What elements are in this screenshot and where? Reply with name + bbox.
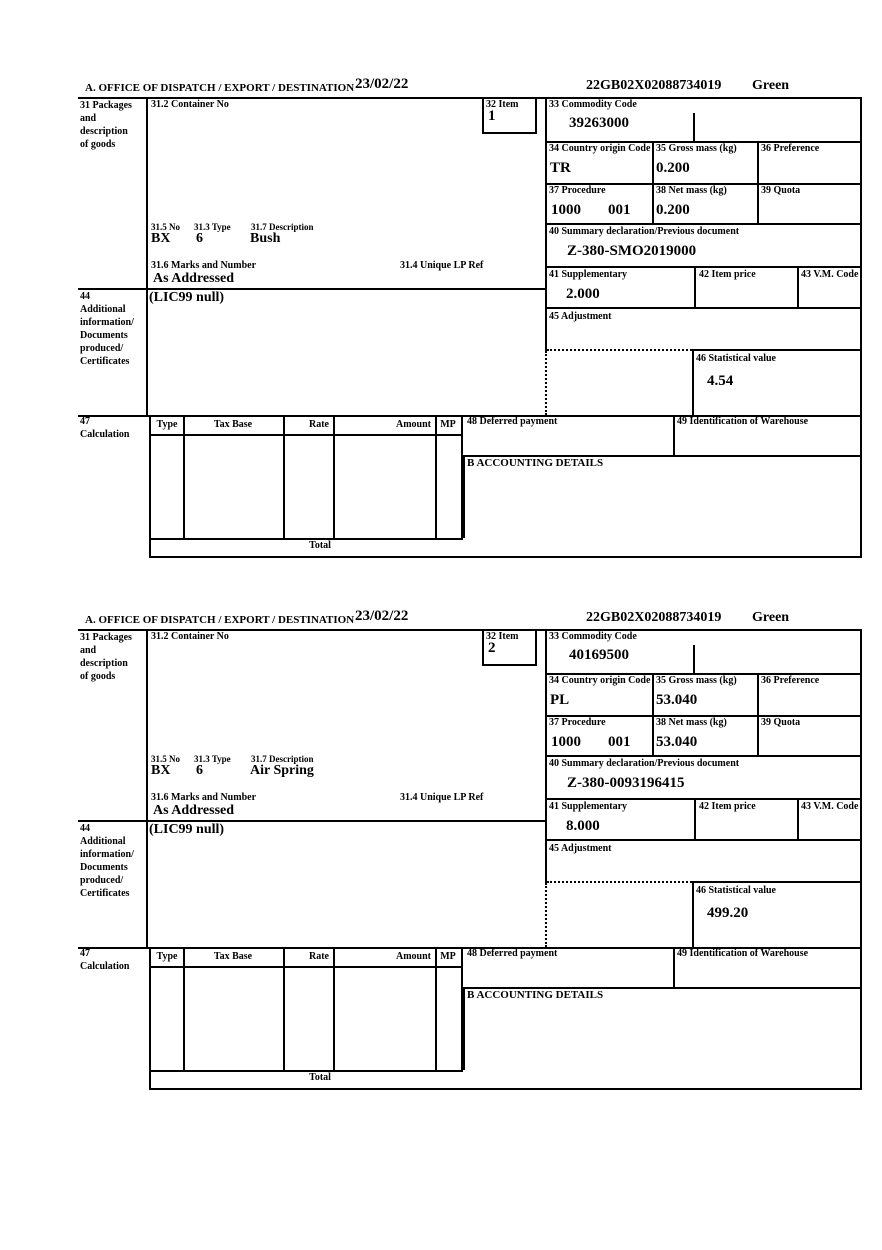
vm-code-label: 43 V.M. Code <box>801 269 859 280</box>
marks-and-number-value: As Addressed <box>153 271 235 286</box>
gross-mass-label: 35 Gross mass (kg) <box>656 675 737 686</box>
gross-mass-value: 53.040 <box>656 692 698 708</box>
grid-line <box>692 351 694 417</box>
description-label: 31.7 Description <box>251 222 314 232</box>
box44-label-line1: 44 <box>80 291 90 302</box>
grid-line <box>151 966 461 968</box>
commodity-code-value: 40169500 <box>569 647 629 663</box>
preference-label: 36 Preference <box>761 675 820 686</box>
calc-mp-header: MP <box>440 419 456 430</box>
statistical-value-label: 46 Statistical value <box>696 885 776 896</box>
package-type-value: 6 <box>196 763 203 778</box>
summary-declaration-label: 40 Summary declaration/Previous document <box>549 758 740 769</box>
package-no-value: BX <box>151 763 171 778</box>
summary-declaration-value: Z-380-0093196415 <box>567 775 685 791</box>
grid-line <box>146 629 148 949</box>
dotted-grid-line <box>545 883 547 947</box>
grid-line <box>146 97 148 417</box>
box47-label-line1: 47 <box>80 416 90 427</box>
box47-label-line2: Calculation <box>80 429 130 440</box>
item-number-value: 2 <box>488 640 496 656</box>
dispatch-date: 23/02/22 <box>355 608 409 624</box>
country-origin-value: PL <box>550 692 570 708</box>
grid-line <box>545 798 862 800</box>
container-no-label: 31.2 Container No <box>151 631 229 642</box>
box31-label-line2: and <box>80 645 97 656</box>
box44-label-line2: Additional <box>80 836 126 847</box>
supplementary-value: 8.000 <box>566 818 600 834</box>
package-no-label: 31.5 No <box>151 754 180 764</box>
adjustment-label: 45 Adjustment <box>549 311 612 322</box>
grid-line <box>860 97 862 558</box>
procedure-value: 1000 <box>551 202 581 218</box>
summary-declaration-label: 40 Summary declaration/Previous document <box>549 226 740 237</box>
grid-line <box>797 268 799 307</box>
commodity-code-label: 33 Commodity Code <box>549 631 637 642</box>
total-label: Total <box>309 540 331 551</box>
warehouse-identification-label: 49 Identification of Warehouse <box>677 416 809 427</box>
unique-lp-ref-label: 31.4 Unique LP Ref <box>400 260 484 271</box>
item-number-value: 1 <box>488 108 496 124</box>
calc-tax-base-header: Tax Base <box>213 951 253 962</box>
supplementary-label: 41 Supplementary <box>549 269 628 280</box>
supplementary-value: 2.000 <box>566 286 600 302</box>
marks-and-number-label: 31.6 Marks and Number <box>151 260 257 271</box>
grid-line <box>757 143 759 223</box>
item-price-label: 42 Item price <box>699 269 756 280</box>
procedure-extra-value: 001 <box>608 734 631 750</box>
package-type-value: 6 <box>196 231 203 246</box>
grid-line <box>652 143 654 223</box>
supplementary-label: 41 Supplementary <box>549 801 628 812</box>
box31-label-line4: of goods <box>80 139 116 150</box>
grid-line <box>694 800 696 839</box>
container-no-label: 31.2 Container No <box>151 99 229 110</box>
grid-line <box>694 268 696 307</box>
calculation-table <box>149 415 463 540</box>
box44-label-line4: Documents <box>80 330 128 341</box>
accounting-details-label: B ACCOUNTING DETAILS <box>467 989 604 1001</box>
summary-declaration-value: Z-380-SMO2019000 <box>567 243 697 259</box>
gross-mass-label: 35 Gross mass (kg) <box>656 143 737 154</box>
deferred-payment-label: 48 Deferred payment <box>467 948 558 959</box>
procedure-value: 1000 <box>551 734 581 750</box>
declaration-reference: 22GB02X02088734019 <box>586 78 722 93</box>
box44-label-line3: information/ <box>80 317 134 328</box>
item-label: 32 Item <box>486 631 519 642</box>
dispatch-date: 23/02/22 <box>355 76 409 92</box>
box44-label-line1: 44 <box>80 823 90 834</box>
grid-line <box>333 949 335 1070</box>
vm-code-label: 43 V.M. Code <box>801 801 859 812</box>
grid-line <box>693 113 695 141</box>
quota-label: 39 Quota <box>761 717 801 728</box>
grid-line <box>545 307 862 309</box>
box47-label-line2: Calculation <box>80 961 130 972</box>
procedure-extra-value: 001 <box>608 202 631 218</box>
grid-line <box>545 266 862 268</box>
commodity-code-value: 39263000 <box>569 115 629 131</box>
dotted-grid-line <box>547 881 692 883</box>
grid-line <box>693 645 695 673</box>
country-origin-value: TR <box>550 160 571 176</box>
calculation-table <box>149 947 463 1072</box>
marks-and-number-value: As Addressed <box>153 803 235 818</box>
office-of-dispatch-label: A. OFFICE OF DISPATCH / EXPORT / DESTINATION <box>85 82 355 94</box>
office-of-dispatch-label: A. OFFICE OF DISPATCH / EXPORT / DESTINATION <box>85 614 355 626</box>
grid-line <box>692 883 694 949</box>
box44-label-line2: Additional <box>80 304 126 315</box>
box31-label-line3: description <box>80 126 128 137</box>
calc-amount-header: Amount <box>395 951 431 962</box>
box44-label-line5: produced/ <box>80 343 124 354</box>
box44-label-line6: Certificates <box>80 356 130 367</box>
grid-line <box>652 675 654 755</box>
net-mass-label: 38 Net mass (kg) <box>656 717 727 728</box>
net-mass-value: 53.040 <box>656 734 698 750</box>
box31-label-line3: description <box>80 658 128 669</box>
routing-channel: Green <box>752 610 790 625</box>
goods-description-value: Air Spring <box>250 763 314 778</box>
grid-line <box>545 223 862 225</box>
box31-label-line2: and <box>80 113 97 124</box>
package-no-label: 31.5 No <box>151 222 180 232</box>
marks-and-number-label: 31.6 Marks and Number <box>151 792 257 803</box>
procedure-label: 37 Procedure <box>549 185 606 196</box>
declaration-item-section <box>0 76 882 580</box>
box31-label-line4: of goods <box>80 671 116 682</box>
total-label: Total <box>309 1072 331 1083</box>
box44-label-line4: Documents <box>80 862 128 873</box>
calc-type-header: Type <box>156 951 178 962</box>
grid-line <box>463 989 465 1070</box>
box44-label-line5: produced/ <box>80 875 124 886</box>
dotted-grid-line <box>547 349 692 351</box>
calc-amount-header: Amount <box>395 419 431 430</box>
deferred-payment-label: 48 Deferred payment <box>467 416 558 427</box>
statistical-value: 499.20 <box>707 905 749 921</box>
grid-line <box>333 417 335 538</box>
goods-description-value: Bush <box>250 231 281 246</box>
unique-lp-ref-label: 31.4 Unique LP Ref <box>400 792 484 803</box>
grid-line <box>673 949 675 987</box>
item-label: 32 Item <box>486 99 519 110</box>
statistical-value-label: 46 Statistical value <box>696 353 776 364</box>
grid-line <box>435 949 437 1070</box>
commodity-code-label: 33 Commodity Code <box>549 99 637 110</box>
grid-line <box>463 457 465 538</box>
package-type-label: 31.3 Type <box>194 754 231 764</box>
grid-line <box>151 434 461 436</box>
net-mass-label: 38 Net mass (kg) <box>656 185 727 196</box>
procedure-label: 37 Procedure <box>549 717 606 728</box>
grid-line <box>283 417 285 538</box>
grid-line <box>435 417 437 538</box>
grid-line <box>283 949 285 1070</box>
accounting-details-label: B ACCOUNTING DETAILS <box>467 457 604 469</box>
declaration-item-section <box>0 608 882 1112</box>
statistical-value: 4.54 <box>707 373 734 389</box>
net-mass-value: 0.200 <box>656 202 690 218</box>
box47-label-line1: 47 <box>80 948 90 959</box>
box44-label-line6: Certificates <box>80 888 130 899</box>
package-no-value: BX <box>151 231 171 246</box>
grid-line <box>757 675 759 755</box>
country-origin-label: 34 Country origin Code <box>549 675 651 686</box>
grid-line <box>692 881 862 883</box>
gross-mass-value: 0.200 <box>656 160 690 176</box>
dotted-grid-line <box>545 351 547 415</box>
calc-mp-header: MP <box>440 951 456 962</box>
grid-line <box>860 629 862 1090</box>
quota-label: 39 Quota <box>761 185 801 196</box>
additional-information-value: (LIC99 null) <box>149 822 225 837</box>
item-price-label: 42 Item price <box>699 801 756 812</box>
additional-information-value: (LIC99 null) <box>149 290 225 305</box>
calc-tax-base-header: Tax Base <box>213 419 253 430</box>
box31-label-line1: 31 Packages <box>80 100 132 111</box>
grid-line <box>673 417 675 455</box>
box44-label-line3: information/ <box>80 849 134 860</box>
routing-channel: Green <box>752 78 790 93</box>
grid-line <box>183 417 185 538</box>
grid-line <box>797 800 799 839</box>
calc-rate-header: Rate <box>309 951 329 962</box>
declaration-reference: 22GB02X02088734019 <box>586 610 722 625</box>
description-label: 31.7 Description <box>251 754 314 764</box>
grid-line <box>692 349 862 351</box>
country-origin-label: 34 Country origin Code <box>549 143 651 154</box>
grid-line <box>183 949 185 1070</box>
preference-label: 36 Preference <box>761 143 820 154</box>
warehouse-identification-label: 49 Identification of Warehouse <box>677 948 809 959</box>
grid-line <box>545 755 862 757</box>
calc-type-header: Type <box>156 419 178 430</box>
box31-label-line1: 31 Packages <box>80 632 132 643</box>
adjustment-label: 45 Adjustment <box>549 843 612 854</box>
package-type-label: 31.3 Type <box>194 222 231 232</box>
calc-rate-header: Rate <box>309 419 329 430</box>
grid-line <box>545 839 862 841</box>
